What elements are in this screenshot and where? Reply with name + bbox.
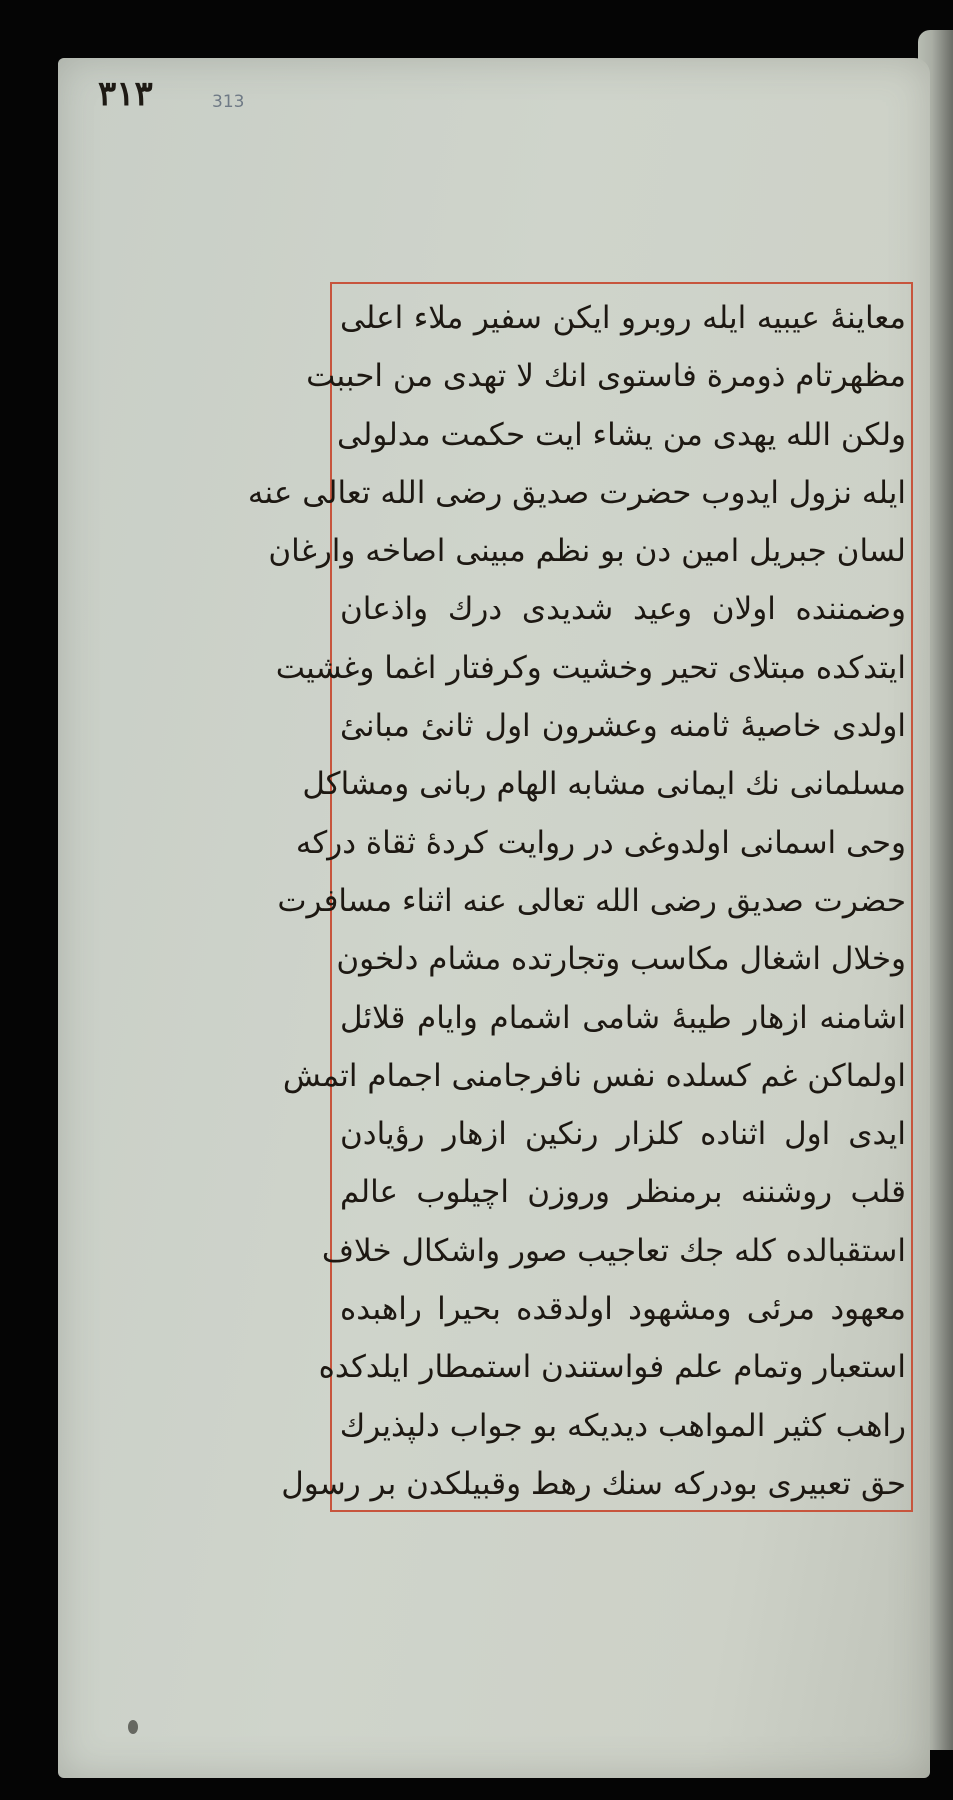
text-line: مظهرتام ذومرة فاستوی انك لا تهدی من احببت	[306, 358, 906, 395]
ink-smudge	[128, 1720, 138, 1734]
text-line: اولدی خاصیهٔ ثامنه وعشرون اول ثانیٔ مبانیٔ	[340, 708, 906, 745]
text-line: حضرت صدیق رضی الله تعالی عنه اثناء مسافرت	[277, 882, 906, 919]
text-line: وضمننده اولان وعید شدیدی درك واذعان	[340, 591, 906, 628]
text-line: ولکن الله یهدی من یشاء ایت حکمت مدلولی	[337, 416, 906, 453]
text-line: ایدی اول اثناده کلزار رنکین ازهار رؤیادن	[340, 1116, 906, 1153]
text-line: مسلمانی نك ایمانی مشابه الهام ربانی ومشاکل	[302, 766, 906, 803]
manuscript-text-block	[247, 296, 906, 1506]
text-line: ایله نزول ایدوب حضرت صدیق رضی الله تعالی عنه	[247, 474, 906, 511]
pencil-page-number: 313	[212, 92, 245, 112]
text-line: راهب کثیر المواهب دیدیکه بو جواب دلپذیرك	[339, 1407, 906, 1444]
text-line: ایتدکده مبتلای تحیر وخشیت وکرفتار اغما وغشیت	[275, 649, 906, 686]
text-line: اولماکن غم کسلده نفس نافرجامنی اجمام اتمش	[282, 1057, 906, 1094]
text-line: قلب روشننه برمنظر وروزن اچیلوب عالم	[340, 1174, 906, 1211]
text-line: استعبار وتمام علم فواستندن استمطار ایلدکده	[318, 1349, 906, 1386]
text-line: لسان جبریل امین دن بو نظم مبینی اصاخه وارغان	[268, 533, 906, 570]
text-line: وحی اسمانی اولدوغی در روایت کردهٔ ثقاة درکه	[295, 824, 906, 861]
text-line: معاینهٔ عیبیه ایله روبرو ایکن سفیر ملاء اعلی	[340, 300, 906, 336]
text-line: معهود مرئی ومشهود اولدقده بحیرا راهبده	[340, 1291, 906, 1328]
folio-number: ٣١٣	[98, 74, 153, 114]
text-line: اشامنه ازهار طیبهٔ شامی اشمام وایام قلائل	[340, 999, 906, 1036]
text-line: وخلال اشغال مکاسب وتجارتده مشام دلخون	[336, 941, 906, 978]
text-line: استقبالده کله جك تعاجیب صور واشکال خلاف	[321, 1232, 906, 1269]
text-line: حق تعبیری بودرکه سنك رهط وقبیلکدن بر رسول	[281, 1465, 906, 1502]
